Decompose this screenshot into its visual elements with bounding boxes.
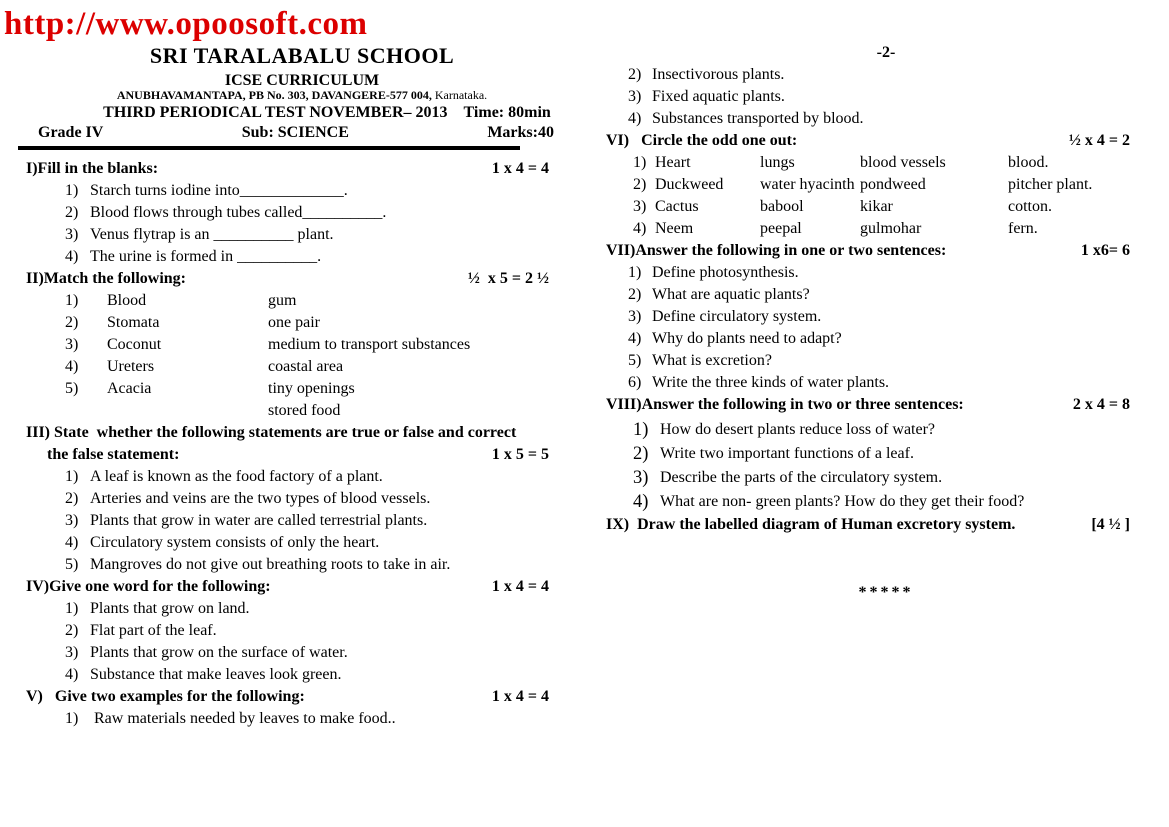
section-title: I)Fill in the blanks: bbox=[26, 160, 159, 177]
match-right: one pair bbox=[268, 314, 320, 331]
item-number: 2) bbox=[65, 314, 79, 331]
question-item bbox=[600, 418, 1145, 442]
match-list bbox=[14, 290, 560, 422]
item-number: 3) bbox=[628, 88, 642, 105]
item-text: Plants that grow on the surface of water. bbox=[90, 644, 348, 661]
item-text: Insectivorous plants. bbox=[652, 66, 785, 83]
match-right: gum bbox=[268, 292, 297, 309]
option-3: blood vessels bbox=[860, 154, 946, 171]
match-right: coastal area bbox=[268, 358, 344, 375]
question-item bbox=[600, 306, 1145, 328]
match-left: Coconut bbox=[107, 336, 162, 353]
item-number: 4) bbox=[628, 110, 642, 127]
item-number: 1) bbox=[65, 600, 79, 617]
section-title-line2-row bbox=[14, 444, 560, 466]
question-item bbox=[14, 224, 560, 246]
section-title: II)Match the following: bbox=[26, 270, 186, 287]
section-title-line2: the false statement: bbox=[47, 446, 180, 463]
item-text: What are non- green plants? How do they get their food? bbox=[660, 493, 1025, 510]
option-2: water hyacinth bbox=[760, 176, 855, 193]
fill-blanks-list bbox=[14, 180, 560, 268]
section-viii bbox=[600, 394, 1145, 514]
item-number: 1) bbox=[65, 292, 79, 309]
question-item bbox=[600, 86, 1145, 108]
match-pair bbox=[14, 378, 560, 400]
true-false-list bbox=[14, 466, 560, 576]
option-4: cotton. bbox=[1008, 198, 1052, 215]
match-pair bbox=[14, 290, 560, 312]
watermark-url: http://www.opoosoft.com bbox=[4, 6, 368, 42]
marks-label: Marks:40 bbox=[487, 124, 554, 141]
two-examples-list bbox=[14, 708, 560, 730]
item-text: A leaf is known as the food factory of a plant. bbox=[90, 468, 383, 485]
item-number: 2) bbox=[65, 622, 79, 639]
match-left: Acacia bbox=[107, 380, 152, 397]
item-number: 1) bbox=[628, 264, 642, 281]
section-marks: 1 x 5 = 5 bbox=[491, 446, 549, 463]
grade-label: Grade IV bbox=[38, 124, 104, 141]
question-item bbox=[600, 372, 1145, 394]
match-right: tiny openings bbox=[268, 380, 355, 397]
match-pair bbox=[14, 400, 560, 422]
left-sections bbox=[14, 158, 560, 730]
section-i bbox=[14, 158, 560, 268]
option-2: peepal bbox=[760, 220, 802, 237]
section-marks: 1 x 4 = 4 bbox=[491, 578, 549, 595]
item-number: 1) bbox=[65, 182, 79, 199]
question-item bbox=[14, 708, 560, 730]
item-text: Fixed aquatic plants. bbox=[652, 88, 785, 105]
item-text: The urine is formed in __________. bbox=[90, 248, 322, 265]
section-title: IV)Give one word for the following: bbox=[26, 578, 271, 595]
match-right: medium to transport substances bbox=[268, 336, 471, 353]
curriculum-line: ICSE CURRICULUM bbox=[224, 72, 380, 89]
test-title-row bbox=[14, 104, 560, 121]
question-item bbox=[14, 598, 560, 620]
section-heading bbox=[600, 130, 1145, 152]
item-text: Mangroves do not give out breathing roots to take in air. bbox=[90, 556, 451, 573]
item-number: 3) bbox=[633, 198, 647, 215]
end-of-paper-marker: ***** bbox=[858, 584, 914, 601]
item-number: 5) bbox=[628, 352, 642, 369]
odd-one-out-row bbox=[600, 152, 1145, 174]
match-pair bbox=[14, 312, 560, 334]
item-number: 3) bbox=[65, 336, 79, 353]
question-item bbox=[14, 202, 560, 224]
item-number: 2) bbox=[633, 444, 649, 464]
item-text: Plants that grow in water are called terrestrial plants. bbox=[90, 512, 428, 529]
match-right: stored food bbox=[268, 402, 341, 419]
subject-label: Sub: SCIENCE bbox=[241, 124, 349, 141]
item-text: Arteries and veins are the two types of blood vessels. bbox=[90, 490, 431, 507]
item-number bbox=[65, 400, 107, 422]
section-marks: 1 x6= 6 bbox=[1080, 242, 1130, 259]
item-text: Plants that grow on land. bbox=[90, 600, 250, 617]
item-text: How do desert plants reduce loss of water? bbox=[660, 421, 936, 438]
question-item bbox=[14, 532, 560, 554]
item-text: Circulatory system consists of only the heart. bbox=[90, 534, 380, 551]
item-text: Blood flows through tubes called__________. bbox=[90, 204, 387, 221]
item-number: 6) bbox=[628, 374, 642, 391]
item-text: What are aquatic plants? bbox=[652, 286, 810, 303]
question-item bbox=[14, 180, 560, 202]
option-4: fern. bbox=[1008, 220, 1038, 237]
match-pair bbox=[14, 356, 560, 378]
item-number: 2) bbox=[65, 490, 79, 507]
item-text: Starch turns iodine into_____________. bbox=[90, 182, 348, 199]
item-number: 4) bbox=[65, 248, 79, 265]
section-ix bbox=[600, 514, 1145, 536]
item-text: Flat part of the leaf. bbox=[90, 622, 217, 639]
section-marks: 2 x 4 = 8 bbox=[1072, 396, 1130, 413]
option-4: pitcher plant. bbox=[1008, 176, 1093, 193]
item-number: 2) bbox=[633, 176, 647, 193]
item-text: Substances transported by blood. bbox=[652, 110, 864, 127]
item-number: 2) bbox=[65, 204, 79, 221]
section-heading bbox=[600, 514, 1145, 536]
section-heading bbox=[600, 394, 1145, 416]
school-address bbox=[14, 89, 560, 102]
long-answer-list bbox=[600, 418, 1145, 514]
odd-one-out-row bbox=[600, 174, 1145, 196]
question-item bbox=[14, 246, 560, 268]
one-word-list bbox=[14, 598, 560, 686]
item-text: Define circulatory system. bbox=[652, 308, 822, 325]
item-number: 2) bbox=[628, 66, 642, 83]
item-number: 1) bbox=[633, 420, 649, 440]
odd-one-out-row bbox=[600, 196, 1145, 218]
item-number: 5) bbox=[65, 556, 79, 573]
question-item bbox=[600, 442, 1145, 466]
item-text: Substance that make leaves look green. bbox=[90, 666, 342, 683]
question-item bbox=[14, 554, 560, 576]
item-number: 4) bbox=[65, 534, 79, 551]
item-text: Why do plants need to adapt? bbox=[652, 330, 842, 347]
address-bold: ANUBHAVAMANTAPA, PB No. 303, DAVANGERE-577 004, bbox=[116, 88, 432, 102]
item-number: 3) bbox=[65, 512, 79, 529]
item-text: Write two important functions of a leaf. bbox=[660, 445, 914, 462]
match-left: Stomata bbox=[107, 314, 160, 331]
question-item bbox=[600, 262, 1145, 284]
item-text: Raw materials needed by leaves to make food.. bbox=[90, 710, 396, 727]
page-number: -2- bbox=[876, 44, 896, 61]
item-number: 4) bbox=[633, 220, 647, 237]
item-text: Venus flytrap is an __________ plant. bbox=[90, 226, 334, 243]
section-title: VIII)Answer the following in two or three sentences: bbox=[606, 396, 964, 413]
section-heading bbox=[600, 240, 1145, 262]
question-item bbox=[600, 490, 1145, 514]
option-3: gulmohar bbox=[860, 220, 922, 237]
section-marks: 1 x 4 = 4 bbox=[491, 688, 549, 705]
item-text: Write the three kinds of water plants. bbox=[652, 374, 890, 391]
left-column bbox=[14, 44, 560, 730]
section-vi bbox=[600, 130, 1145, 240]
item-number: 4) bbox=[65, 666, 79, 683]
item-number: 1) bbox=[65, 468, 79, 485]
odd-one-out-row bbox=[600, 218, 1145, 240]
test-time: Time: 80min bbox=[463, 104, 551, 121]
section-marks: [4 ½ ] bbox=[1091, 516, 1130, 533]
option-1: Cactus bbox=[655, 198, 699, 215]
short-answer-list bbox=[600, 262, 1145, 394]
option-1: Duckweed bbox=[655, 176, 724, 193]
option-4: blood. bbox=[1008, 154, 1049, 171]
address-regular: Karnataka. bbox=[431, 88, 488, 102]
item-number: 2) bbox=[628, 286, 642, 303]
item-number: 4) bbox=[628, 330, 642, 347]
section-iii bbox=[14, 422, 560, 576]
match-left: Blood bbox=[107, 292, 147, 309]
option-1: Heart bbox=[655, 154, 691, 171]
question-item bbox=[14, 510, 560, 532]
section-heading bbox=[14, 576, 560, 598]
section-vii bbox=[600, 240, 1145, 394]
item-text: What is excretion? bbox=[652, 352, 772, 369]
section-title-line1: III) State whether the following statements are true or false and correct bbox=[26, 424, 517, 441]
option-1: Neem bbox=[655, 220, 694, 237]
section-marks: ½ x 5 = 2 ½ bbox=[467, 270, 549, 287]
two-examples-continued-list bbox=[600, 64, 1145, 130]
section-heading bbox=[14, 158, 560, 180]
item-number: 3) bbox=[65, 226, 79, 243]
section-title: VII)Answer the following in one or two sentences: bbox=[606, 242, 947, 259]
item-text: Describe the parts of the circulatory system. bbox=[660, 469, 943, 486]
section-marks: ½ x 4 = 2 bbox=[1068, 132, 1130, 149]
question-item bbox=[600, 466, 1145, 490]
section-heading bbox=[14, 268, 560, 290]
option-2: babool bbox=[760, 198, 804, 215]
question-item bbox=[600, 328, 1145, 350]
item-number: 5) bbox=[65, 380, 79, 397]
item-text: Define photosynthesis. bbox=[652, 264, 799, 281]
match-left bbox=[107, 400, 268, 422]
question-item bbox=[600, 108, 1145, 130]
question-item bbox=[600, 284, 1145, 306]
question-item bbox=[14, 664, 560, 686]
section-marks: 1 x 4 = 4 bbox=[491, 160, 549, 177]
option-3: kikar bbox=[860, 198, 893, 215]
question-item bbox=[600, 350, 1145, 372]
item-number: 3) bbox=[633, 468, 649, 488]
section-ii bbox=[14, 268, 560, 422]
option-3: pondweed bbox=[860, 176, 926, 193]
section-title: VI) Circle the odd one out: bbox=[606, 132, 798, 149]
match-left: Ureters bbox=[107, 358, 155, 375]
section-title: IX) Draw the labelled diagram of Human excretory system. bbox=[606, 516, 1016, 533]
item-number: 3) bbox=[65, 644, 79, 661]
right-column bbox=[600, 42, 1145, 604]
match-pair bbox=[14, 334, 560, 356]
question-item bbox=[14, 642, 560, 664]
option-2: lungs bbox=[760, 154, 795, 171]
section-v bbox=[14, 686, 560, 730]
item-number: 1) bbox=[633, 154, 647, 171]
question-item bbox=[14, 466, 560, 488]
question-item bbox=[14, 620, 560, 642]
section-heading bbox=[14, 686, 560, 708]
test-title: THIRD PERIODICAL TEST NOVEMBER– 2013 bbox=[103, 104, 448, 121]
item-number: 4) bbox=[633, 492, 649, 512]
section-iv bbox=[14, 576, 560, 686]
item-number: 1) bbox=[65, 710, 79, 727]
item-number: 4) bbox=[65, 358, 79, 375]
section-title: V) Give two examples for the following: bbox=[26, 688, 305, 705]
odd-one-out-list bbox=[600, 152, 1145, 240]
header-divider bbox=[18, 146, 520, 150]
question-item bbox=[14, 488, 560, 510]
school-name: SRI TARALABALU SCHOOL bbox=[149, 43, 455, 68]
question-item bbox=[600, 64, 1145, 86]
item-number: 3) bbox=[628, 308, 642, 325]
grade-row bbox=[14, 123, 560, 143]
